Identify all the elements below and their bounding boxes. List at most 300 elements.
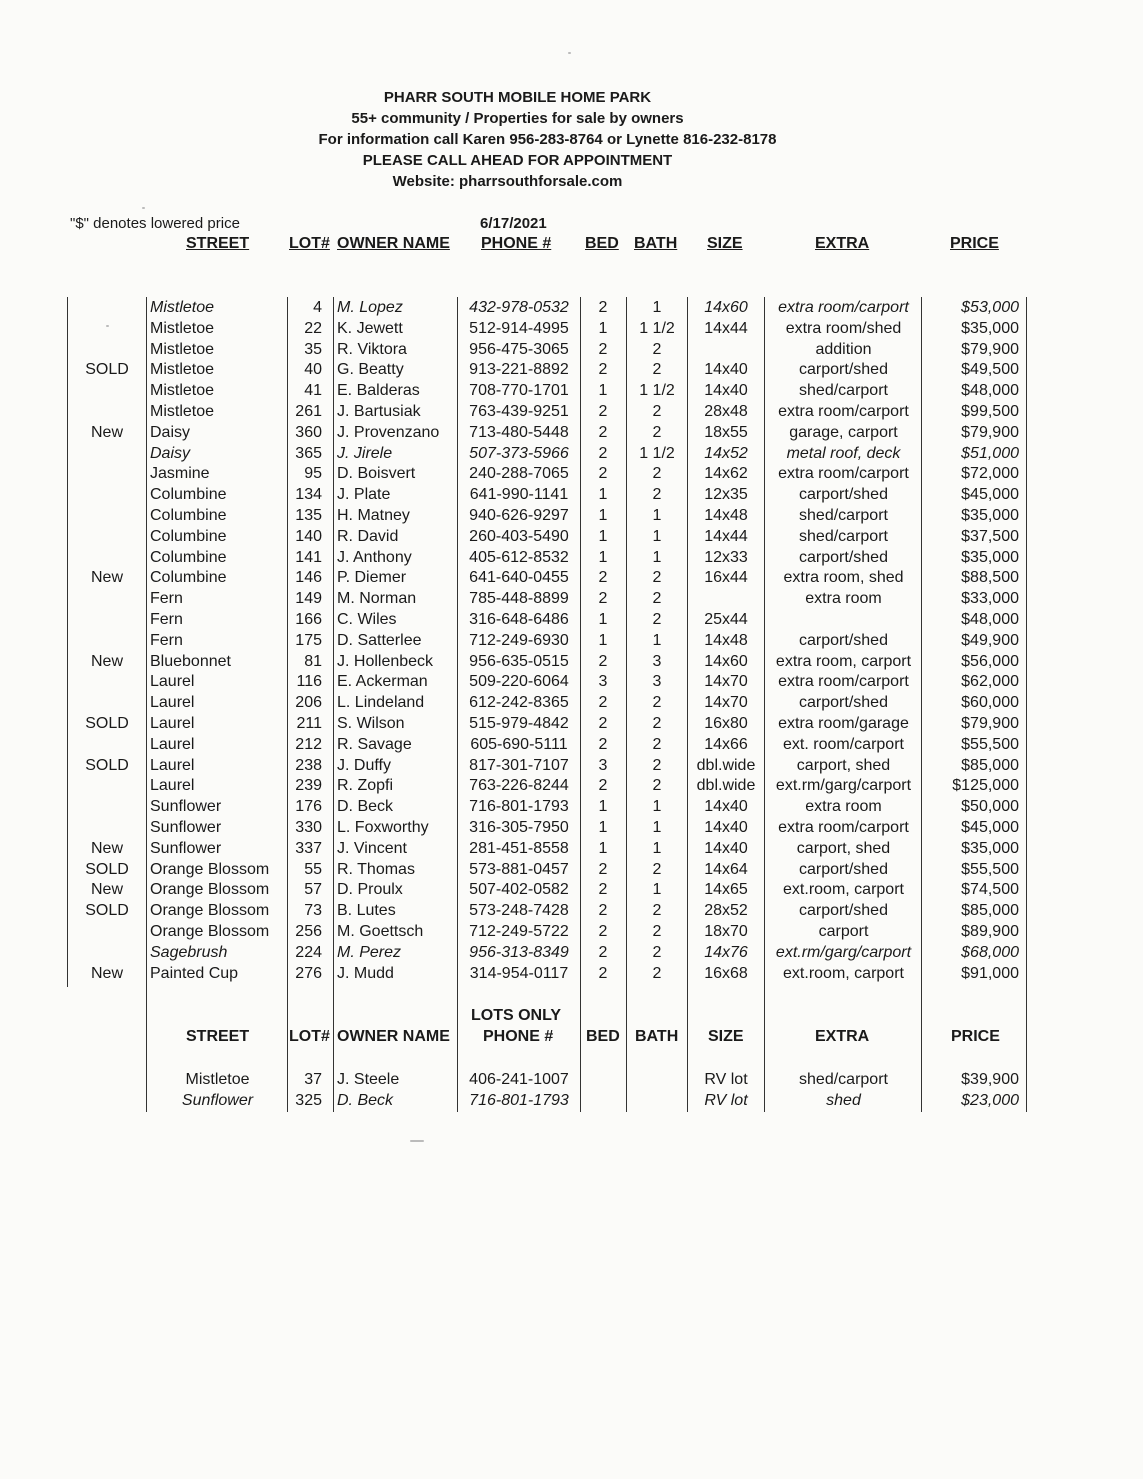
cell-street: Orange Blossom [150,860,270,878]
cell-bath: 1 [652,299,662,316]
cell-bed: 2 [598,902,608,920]
cell-extra: extra room/shed [785,319,902,337]
cell-bed: 2 [598,444,608,462]
table-row [0,692,1143,713]
table-row [0,339,1143,360]
cell-extra: carport/shed [799,694,888,712]
cell-bed: 2 [598,860,608,878]
col-bath: BATH [634,235,678,252]
cell-price: $79,900 [961,715,1019,732]
cell-lot: 4 [313,299,322,316]
cell-price: $85,000 [961,756,1019,774]
cell-phone: 316-305-7950 [469,819,569,836]
table-row [0,796,1143,817]
cell-size: 14x66 [704,735,748,753]
cell-size: 14x48 [704,631,748,649]
cell-street: Mistletoe [150,403,215,420]
cell-owner: C. Wiles [337,611,397,628]
cell-street: Columbine [150,486,227,504]
cell-phone: 956-635-0515 [469,652,569,670]
col-size: SIZE [708,1028,744,1045]
cell-lot: 81 [304,652,322,670]
cell-owner: E. Ackerman [337,673,428,691]
scan-speck [568,52,571,54]
cell-price: $68,000 [961,943,1019,961]
page-title: PHARR SOUTH MOBILE HOME PARK [383,89,652,106]
cell-lot: 175 [295,631,322,649]
col-lot: LOT# [289,235,330,252]
cell-owner: R. David [337,527,399,545]
cell-street: Mistletoe [150,361,215,379]
table-row [0,775,1143,796]
cell-bath: 2 [652,756,662,774]
cell-extra: extra room/garage [778,715,909,732]
cell-owner: J. Mudd [337,964,394,982]
cell-bath: 2 [652,923,662,940]
page-subtitle: 55+ community / Properties for sale by owners [351,110,684,127]
cell-size: 18x55 [704,423,748,441]
cell-bath: 2 [652,777,662,795]
cell-price: $49,500 [961,361,1019,379]
cell-price: $51,000 [961,444,1019,462]
cell-phone: 406-241-1007 [469,1071,569,1088]
cell-bath: 1 [652,527,662,545]
cell-phone: 817-301-7107 [469,756,569,774]
cell-lot: 365 [295,444,322,462]
col-price: PRICE [950,235,999,252]
cell-street: Daisy [150,423,191,441]
cell-owner: M. Perez [337,943,402,961]
table-row [0,484,1143,505]
cell-status: SOLD [85,715,129,732]
cell-owner: M. Norman [337,590,417,608]
table-row [0,942,1143,963]
cell-extra: carport, shed [796,756,891,774]
cell-lot: 238 [295,756,322,774]
cell-status: New [90,423,123,441]
table-row [0,630,1143,651]
cell-street: Orange Blossom [150,923,270,940]
cell-bath: 2 [652,340,662,358]
cell-owner: J. Hollenbeck [337,652,434,670]
cell-street: Daisy [150,444,191,462]
cell-phone: 713-480-5448 [469,423,569,441]
cell-lot: 166 [295,611,322,628]
cell-status: SOLD [85,756,129,774]
table-row [0,463,1143,484]
cell-owner: D. Proulx [337,881,403,899]
cell-price: $35,000 [961,319,1019,337]
cell-lot: 149 [295,590,322,608]
cell-size: 14x40 [704,382,748,400]
scan-speck [410,1140,424,1142]
cell-size: 14x44 [704,527,748,545]
cell-size: 14x40 [704,361,748,379]
cell-bed: 2 [598,569,608,587]
cell-price: $56,000 [961,652,1019,670]
cell-phone: 432-978-0532 [469,299,569,316]
cell-lot: 276 [295,964,322,982]
cell-bath: 1 [652,819,662,836]
col-owner: OWNER NAME [337,1028,450,1045]
table-row [0,713,1143,734]
cell-size: RV lot [704,1092,748,1109]
cell-street: Fern [150,631,183,649]
cell-bed: 1 [598,382,608,400]
cell-phone: 405-612-8532 [469,548,569,566]
cell-owner: D. Beck [337,798,394,816]
cell-lot: 256 [295,923,322,940]
cell-bath: 2 [652,569,662,587]
col-phone: PHONE # [481,235,552,252]
cell-price: $35,000 [961,507,1019,524]
cell-price: $33,000 [961,590,1019,608]
col-bed: BED [585,235,619,252]
cell-extra: carport/shed [799,548,888,566]
cell-owner: R. Thomas [337,860,415,878]
cell-status: SOLD [85,902,129,920]
cell-bath: 1 [652,881,662,899]
cell-extra: shed [826,1092,861,1109]
cell-bed: 2 [598,694,608,712]
cell-owner: J. Jirele [337,444,393,462]
cell-price: $53,000 [961,299,1019,316]
cell-bed: 2 [598,964,608,982]
cell-lot: 330 [295,819,322,836]
cell-size: 12x33 [704,548,748,566]
cell-price: $35,000 [961,548,1019,566]
cell-phone: 573-881-0457 [469,860,569,878]
cell-bath: 1 [652,631,662,649]
cell-price: $48,000 [961,382,1019,400]
table-row [0,817,1143,838]
cell-bath: 2 [652,590,662,608]
table-row [0,380,1143,401]
cell-bath: 2 [652,964,662,982]
cell-lot: 325 [295,1092,322,1109]
table-row [0,359,1143,380]
lowered-price-note: "$" denotes lowered price [70,215,240,232]
cell-phone: 316-648-6486 [469,611,569,628]
cell-lot: 176 [295,798,322,816]
cell-bed: 2 [598,923,608,940]
col-phone: PHONE # [483,1028,554,1045]
cell-price: $89,900 [961,923,1019,940]
table-row [0,1090,1143,1111]
cell-price: $23,000 [961,1092,1019,1109]
cell-street: Mistletoe [150,299,215,316]
cell-extra: carport/shed [799,361,888,379]
cell-owner: J. Plate [337,486,391,504]
cell-phone: 509-220-6064 [469,673,569,691]
cell-size: 14x76 [704,943,748,961]
cell-extra: ext.room, carport [783,964,904,982]
cell-owner: L. Foxworthy [337,819,429,836]
cell-size: 14x40 [704,798,748,816]
cell-size: 14x70 [704,673,748,691]
cell-phone: 612-242-8365 [469,694,569,712]
cell-bed: 1 [598,527,608,545]
cell-street: Laurel [150,735,195,753]
cell-street: Mistletoe [150,382,215,400]
cell-bath: 2 [652,361,662,379]
cell-phone: 913-221-8892 [469,361,569,379]
cell-bath: 2 [652,465,662,483]
cell-bath: 1 1/2 [639,319,675,337]
cell-bath: 2 [652,611,662,628]
cell-street: Fern [150,611,183,628]
cell-lot: 141 [295,548,322,566]
table-row [0,755,1143,776]
cell-extra: extra room, shed [783,569,904,587]
cell-price: $91,000 [961,964,1019,982]
cell-bed: 2 [598,465,608,483]
cell-price: $39,900 [961,1071,1019,1088]
cell-status: New [90,839,123,857]
cell-owner: J. Vincent [337,839,407,857]
cell-lot: 146 [295,569,322,587]
table-row [0,588,1143,609]
cell-bed: 2 [598,735,608,753]
cell-size: 12x35 [704,486,748,504]
cell-extra: shed/carport [799,1071,888,1088]
cell-owner: J. Duffy [337,756,391,774]
cell-phone: 641-640-0455 [469,569,569,587]
table-row [0,443,1143,464]
cell-bed: 3 [598,673,608,691]
cell-size: 14x48 [704,507,748,524]
table-row [0,1069,1143,1090]
cell-size: 16x68 [704,964,748,982]
cell-lot: 211 [296,715,322,732]
cell-size: 14x70 [704,694,748,712]
cell-phone: 260-403-5490 [469,527,569,545]
cell-size: 18x70 [704,923,748,940]
cell-phone: 712-249-6930 [469,631,569,649]
cell-owner: D. Boisvert [337,465,416,483]
lots-only-heading: LOTS ONLY [471,1007,562,1024]
cell-phone: 763-226-8244 [469,777,569,795]
cell-lot: 140 [295,527,322,545]
list-date: 6/17/2021 [480,215,547,232]
table-row [0,318,1143,339]
cell-bed: 2 [598,590,608,608]
table-row [0,859,1143,880]
cell-street: Jasmine [150,465,210,483]
cell-size: 28x48 [704,403,748,420]
cell-extra: carport/shed [799,631,888,649]
cell-street: Laurel [150,673,195,691]
cell-street: Sunflower [181,1092,254,1109]
cell-owner: P. Diemer [337,569,407,587]
cell-extra: shed/carport [799,507,888,524]
cell-lot: 40 [304,361,322,379]
cell-price: $50,000 [961,798,1019,816]
cell-extra: extra room/carport [778,299,909,316]
table-row [0,547,1143,568]
cell-extra: extra room, carport [775,652,912,670]
cell-bed: 2 [598,340,608,358]
cell-size: 14x62 [704,465,748,483]
table-row [0,921,1143,942]
cell-extra: carport [818,923,869,940]
cell-street: Orange Blossom [150,902,270,920]
cell-phone: 708-770-1701 [469,382,569,400]
cell-lot: 261 [295,403,322,420]
table-row [0,900,1143,921]
col-extra: EXTRA [815,1028,870,1045]
cell-owner: H. Matney [337,507,410,524]
cell-extra: metal roof, deck [786,444,901,462]
cell-price: $79,900 [961,340,1019,358]
cell-size: 14x64 [704,860,748,878]
cell-extra: extra room/carport [778,819,909,836]
cell-price: $72,000 [961,465,1019,483]
cell-bath: 2 [652,694,662,712]
cell-phone: 940-626-9297 [469,507,569,524]
cell-price: $48,000 [961,611,1019,628]
cell-price: $79,900 [961,423,1019,441]
cell-street: Bluebonnet [150,652,231,670]
cell-extra: extra room/carport [778,673,909,691]
cell-price: $37,500 [961,527,1019,545]
cell-price: $88,500 [961,569,1019,587]
cell-extra: extra room/carport [778,403,909,420]
cell-extra: ext. room/carport [783,735,904,753]
cell-phone: 641-990-1141 [469,486,569,504]
cell-bed: 2 [598,403,608,420]
cell-street: Laurel [150,777,195,795]
cell-extra: carport/shed [799,486,888,504]
col-lot: LOT# [289,1028,330,1045]
cell-bath: 2 [652,423,662,441]
cell-lot: 212 [295,735,322,753]
col-size: SIZE [707,235,743,252]
cell-extra: shed/carport [799,527,888,545]
cell-extra: extra room [805,590,882,608]
cell-owner: J. Bartusiak [337,403,421,420]
cell-price: $74,500 [961,881,1019,899]
cell-street: Sunflower [150,819,222,836]
table-row [0,567,1143,588]
cell-extra: carport, shed [796,839,891,857]
cell-street: Sunflower [150,798,222,816]
cell-price: $60,000 [961,694,1019,712]
cell-owner: K. Jewett [337,319,403,337]
cell-phone: 605-690-5111 [470,735,568,753]
col-price: PRICE [951,1028,1000,1045]
table-row [0,671,1143,692]
cell-bath: 2 [652,486,662,504]
scan-speck [142,207,145,209]
cell-street: Fern [150,590,183,608]
table-row [0,422,1143,443]
cell-bath: 1 [652,798,662,816]
cell-status: New [90,569,123,587]
cell-bed: 1 [598,819,608,836]
cell-extra: carport/shed [799,860,888,878]
cell-owner: D. Satterlee [337,631,422,649]
table-row [0,401,1143,422]
cell-bath: 2 [652,403,662,420]
cell-bath: 2 [652,860,662,878]
cell-lot: 95 [304,465,322,483]
cell-phone: 507-402-0582 [469,881,569,899]
cell-phone: 281-451-8558 [469,839,569,857]
cell-size: 14x60 [704,652,748,670]
table-row [0,505,1143,526]
cell-bath: 2 [652,715,662,732]
cell-price: $49,900 [961,631,1019,649]
cell-size: 16x44 [704,569,748,587]
website-line: Website: pharrsouthforsale.com [392,173,623,190]
cell-bath: 2 [652,735,662,753]
col-bath: BATH [635,1028,679,1045]
cell-price: $85,000 [961,902,1019,920]
cell-bed: 3 [598,756,608,774]
cell-owner: J. Provenzano [337,423,440,441]
cell-bed: 2 [598,881,608,899]
cell-owner: R. Zopfi [337,777,394,795]
cell-size: 25x44 [704,611,748,628]
cell-street: Laurel [150,756,195,774]
cell-lot: 35 [304,340,322,358]
cell-bath: 3 [652,673,662,691]
col-street: STREET [186,1028,250,1045]
cell-size: 14x60 [704,299,748,316]
cell-phone: 573-248-7428 [469,902,569,920]
cell-phone: 785-448-8899 [469,590,569,608]
contact-info: For information call Karen 956-283-8764 or Lynette 816-232-8178 [318,131,777,148]
cell-bath: 2 [652,943,662,961]
cell-owner: M. Goettsch [337,923,424,940]
table-row [0,838,1143,859]
cell-bath: 1 [652,548,662,566]
cell-phone: 763-439-9251 [469,403,569,420]
cell-extra: addition [815,340,872,358]
cell-lot: 135 [295,507,322,524]
cell-price: $35,000 [961,839,1019,857]
cell-bed: 1 [598,486,608,504]
cell-lot: 73 [304,902,322,920]
cell-owner: M. Lopez [337,299,403,316]
cell-lot: 57 [304,881,322,899]
cell-street: Mistletoe [150,340,215,358]
cell-street: Columbine [150,569,227,587]
cell-owner: B. Lutes [337,902,396,920]
cell-street: Sunflower [150,839,222,857]
cell-size: 14x65 [704,881,748,899]
table-row [0,526,1143,547]
cell-extra: ext.room, carport [783,881,904,899]
cell-owner: E. Balderas [337,382,420,400]
cell-street: Mistletoe [185,1071,250,1088]
cell-bath: 3 [652,652,662,670]
cell-bath: 1 [652,839,662,857]
cell-extra: shed/carport [799,382,888,400]
table-row [0,609,1143,630]
cell-owner: J. Steele [337,1071,400,1088]
cell-bed: 1 [598,631,608,649]
table-row [0,879,1143,900]
cell-phone: 314-954-0117 [469,964,569,982]
cell-phone: 956-313-8349 [469,943,569,961]
cell-bed: 2 [598,299,608,316]
cell-bath: 1 1/2 [639,444,675,462]
cell-extra: ext.rm/garg/carport [775,777,912,795]
cell-status: SOLD [85,361,129,379]
cell-bed: 2 [598,423,608,441]
